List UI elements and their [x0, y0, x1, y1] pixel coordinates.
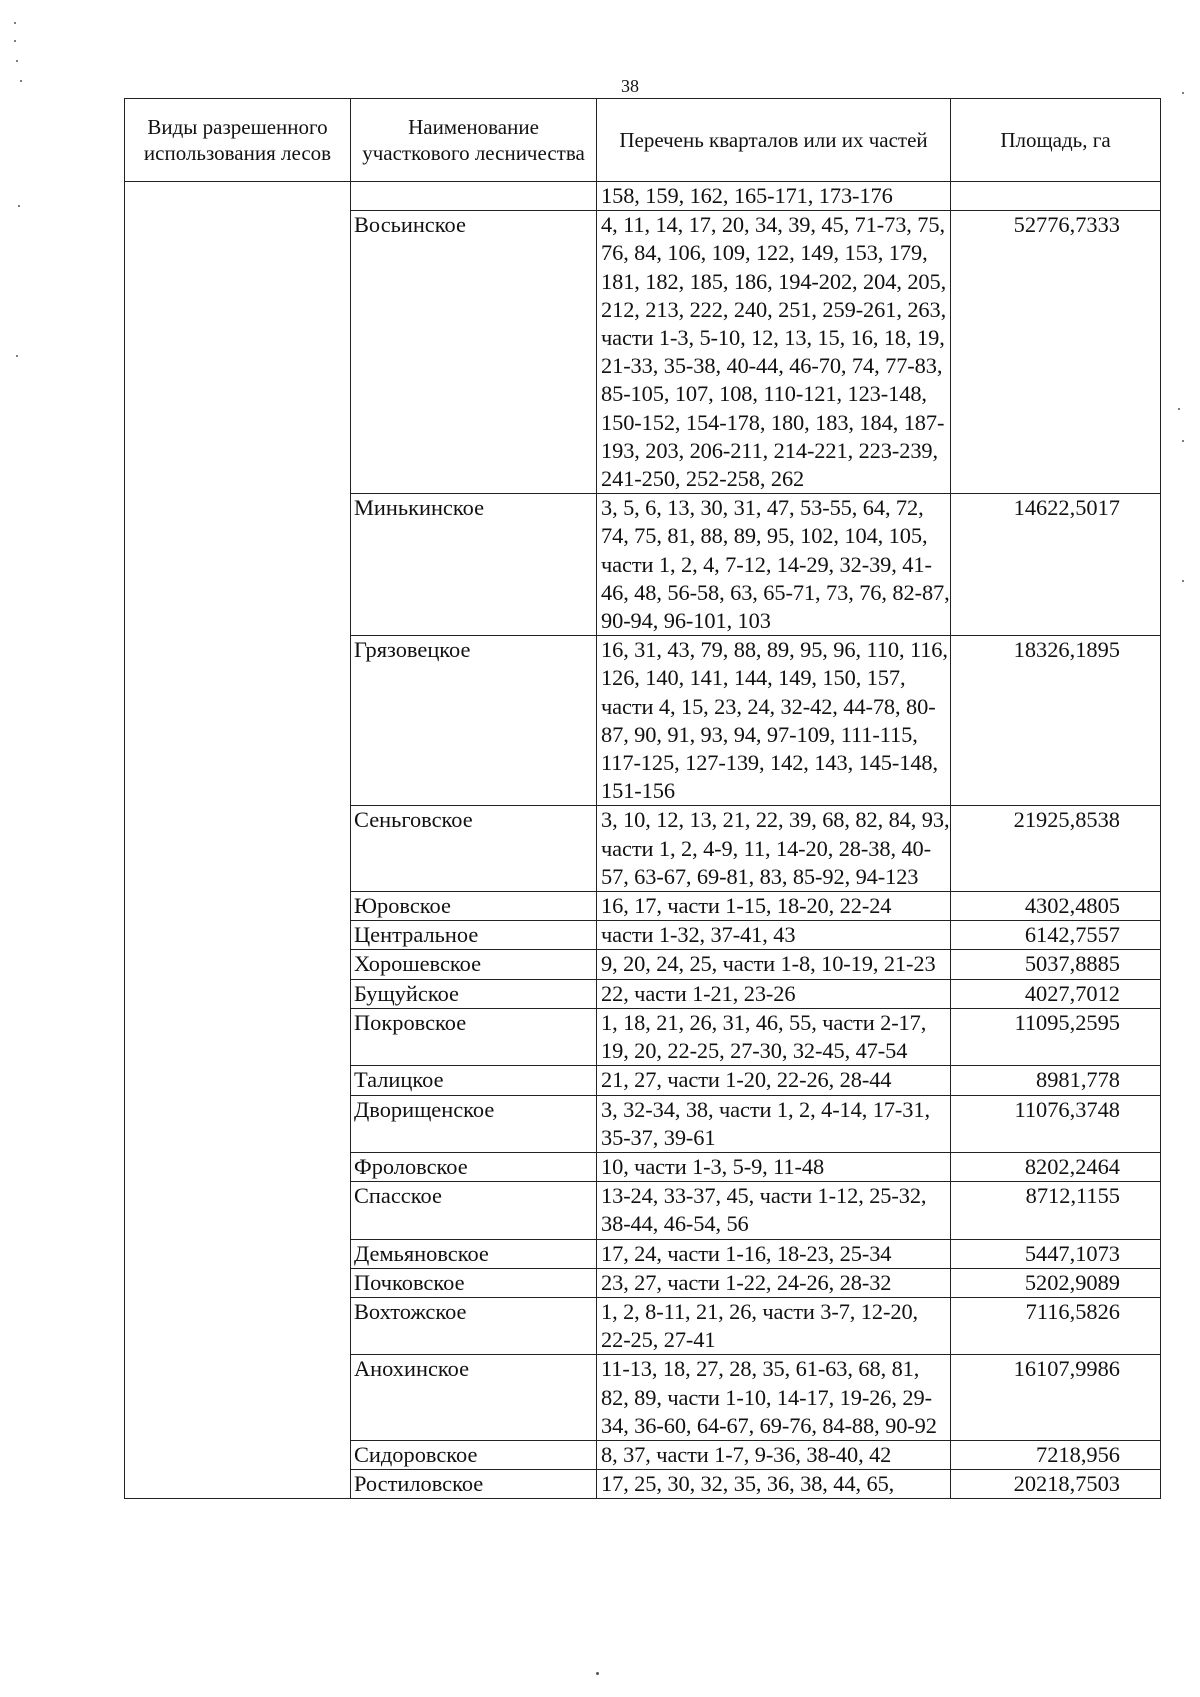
area-cell: 8981,778	[951, 1066, 1161, 1095]
header-quarters: Перечень кварталов или их частей	[597, 99, 951, 182]
area-cell: 4027,7012	[951, 979, 1161, 1008]
forestry-name-cell: Хорошевское	[351, 950, 597, 979]
header-use-kind: Виды разрешенного использования лесов	[125, 99, 351, 182]
quarters-list-cell: 1, 2, 8-11, 21, 26, части 3-7, 12-20, 22-25, 27-41	[597, 1297, 951, 1354]
forestry-name-cell: Демьяновское	[351, 1239, 597, 1268]
area-cell: 5447,1073	[951, 1239, 1161, 1268]
area-cell	[951, 182, 1161, 211]
area-cell: 6142,7557	[951, 921, 1161, 950]
area-cell: 5202,9089	[951, 1268, 1161, 1297]
table-header-row	[125, 99, 1161, 182]
forestry-name-cell: Минькинское	[351, 494, 597, 636]
forestry-name-cell: Бущуйское	[351, 979, 597, 1008]
area-cell: 8712,1155	[951, 1182, 1161, 1239]
forestry-name-cell: Юровское	[351, 892, 597, 921]
forestry-name-cell: Грязовецкое	[351, 636, 597, 806]
forestry-name-cell: Сеньговское	[351, 806, 597, 892]
forestry-name-cell: Ростиловское	[351, 1470, 597, 1499]
forestry-name-cell: Анохинское	[351, 1355, 597, 1441]
quarters-list-cell: части 1-32, 37-41, 43	[597, 921, 951, 950]
quarters-list-cell: 158, 159, 162, 165-171, 173-176	[597, 182, 951, 211]
area-cell: 16107,9986	[951, 1355, 1161, 1441]
quarters-list-cell: 10, части 1-3, 5-9, 11-48	[597, 1152, 951, 1181]
scan-mark	[1182, 440, 1184, 442]
page-number: 38	[621, 76, 639, 96]
area-cell: 21925,8538	[951, 806, 1161, 892]
forestry-name-cell: Сидоровское	[351, 1440, 597, 1469]
quarters-list-cell: 22, части 1-21, 23-26	[597, 979, 951, 1008]
header-forestry: Наименование участкового лесничества	[351, 99, 597, 182]
scan-mark	[16, 60, 18, 62]
area-cell: 52776,7333	[951, 211, 1161, 494]
table-body	[125, 182, 1161, 1499]
quarters-list-cell: 16, 31, 43, 79, 88, 89, 95, 96, 110, 116, 126, 140, 141, 144, 149, 150, 157, части 4, 15, 23, 24, 32-42, 44-78, 80-87, 90, 91, 93, 94, 97-109, 111-115, 117-125, 127-139, 142, 143, 145-148, 151-156	[597, 636, 951, 806]
quarters-list-cell: 23, 27, части 1-22, 24-26, 28-32	[597, 1268, 951, 1297]
forestry-name-cell: Вохтожское	[351, 1297, 597, 1354]
quarters-list-cell: 1, 18, 21, 26, 31, 46, 55, части 2-17, 19, 20, 22-25, 27-30, 32-45, 47-54	[597, 1008, 951, 1065]
forestry-name-cell: Дворищенское	[351, 1095, 597, 1152]
quarters-list-cell: 8, 37, части 1-7, 9-36, 38-40, 42	[597, 1440, 951, 1469]
area-cell: 5037,8885	[951, 950, 1161, 979]
quarters-list-cell: 17, 24, части 1-16, 18-23, 25-34	[597, 1239, 951, 1268]
area-cell: 8202,2464	[951, 1152, 1161, 1181]
quarters-list-cell: 4, 11, 14, 17, 20, 34, 39, 45, 71-73, 75, 76, 84, 106, 109, 122, 149, 153, 179, 181, 182, 185, 186, 194-202, 204, 205, 212, 213, 222, 240, 251, 259-261, 263, части 1-3, 5-10, 12, 13, 15, 16, 18, 19, 21-33, 35-38, 40-44, 46-70, 74, 77-83, 85-105, 107, 108, 110-121, 123-148, 150-152, 154-178, 180, 183, 184, 187-193, 203, 206-211, 214-221, 223-239, 241-250, 252-258, 262	[597, 211, 951, 494]
table-row	[125, 182, 1161, 211]
area-cell: 7218,956	[951, 1440, 1161, 1469]
forestry-name-cell: Центральное	[351, 921, 597, 950]
forest-quarters-table	[124, 98, 1161, 1499]
forestry-name-cell: Восьинское	[351, 211, 597, 494]
scan-mark	[14, 40, 16, 42]
quarters-list-cell: 3, 5, 6, 13, 30, 31, 47, 53-55, 64, 72, 74, 75, 81, 88, 89, 95, 102, 104, 105, части 1, 2, 4, 7-12, 14-29, 32-39, 41-46, 48, 56-58, 63, 65-71, 73, 76, 82-87, 90-94, 96-101, 103	[597, 494, 951, 636]
area-cell: 14622,5017	[951, 494, 1161, 636]
area-cell: 18326,1895	[951, 636, 1161, 806]
quarters-list-cell: 21, 27, части 1-20, 22-26, 28-44	[597, 1066, 951, 1095]
quarters-list-cell: 17, 25, 30, 32, 35, 36, 38, 44, 65,	[597, 1470, 951, 1499]
area-cell: 4302,4805	[951, 892, 1161, 921]
quarters-list-cell: 3, 10, 12, 13, 21, 22, 39, 68, 82, 84, 93, части 1, 2, 4-9, 11, 14-20, 28-38, 40-57, 63-67, 69-81, 83, 85-92, 94-123	[597, 806, 951, 892]
scan-mark	[1182, 92, 1184, 94]
forestry-name-cell: Талицкое	[351, 1066, 597, 1095]
forestry-name-cell: Спасское	[351, 1182, 597, 1239]
area-cell: 11076,3748	[951, 1095, 1161, 1152]
scan-mark	[20, 80, 22, 82]
quarters-list-cell: 16, 17, части 1-15, 18-20, 22-24	[597, 892, 951, 921]
quarters-list-cell: 13-24, 33-37, 45, части 1-12, 25-32, 38-44, 46-54, 56	[597, 1182, 951, 1239]
forestry-name-cell: Фроловское	[351, 1152, 597, 1181]
quarters-list-cell: 3, 32-34, 38, части 1, 2, 4-14, 17-31, 35-37, 39-61	[597, 1095, 951, 1152]
scan-mark	[14, 22, 16, 24]
area-cell: 11095,2595	[951, 1008, 1161, 1065]
forestry-name-cell: Покровское	[351, 1008, 597, 1065]
forestry-name-cell: Почковское	[351, 1268, 597, 1297]
scan-mark	[16, 355, 18, 357]
area-cell: 20218,7503	[951, 1470, 1161, 1499]
scan-mark	[18, 205, 20, 207]
use-kind-cell	[125, 182, 351, 1499]
forestry-name-cell	[351, 182, 597, 211]
quarters-list-cell: 11-13, 18, 27, 28, 35, 61-63, 68, 81, 82, 89, части 1-10, 14-17, 19-26, 29-34, 36-60, 64-67, 69-76, 84-88, 90-92	[597, 1355, 951, 1441]
scan-mark	[1182, 580, 1184, 582]
scan-mark	[1178, 408, 1180, 410]
quarters-list-cell: 9, 20, 24, 25, части 1-8, 10-19, 21-23	[597, 950, 951, 979]
scan-mark	[596, 1672, 599, 1675]
area-cell: 7116,5826	[951, 1297, 1161, 1354]
header-area: Площадь, га	[951, 99, 1161, 182]
